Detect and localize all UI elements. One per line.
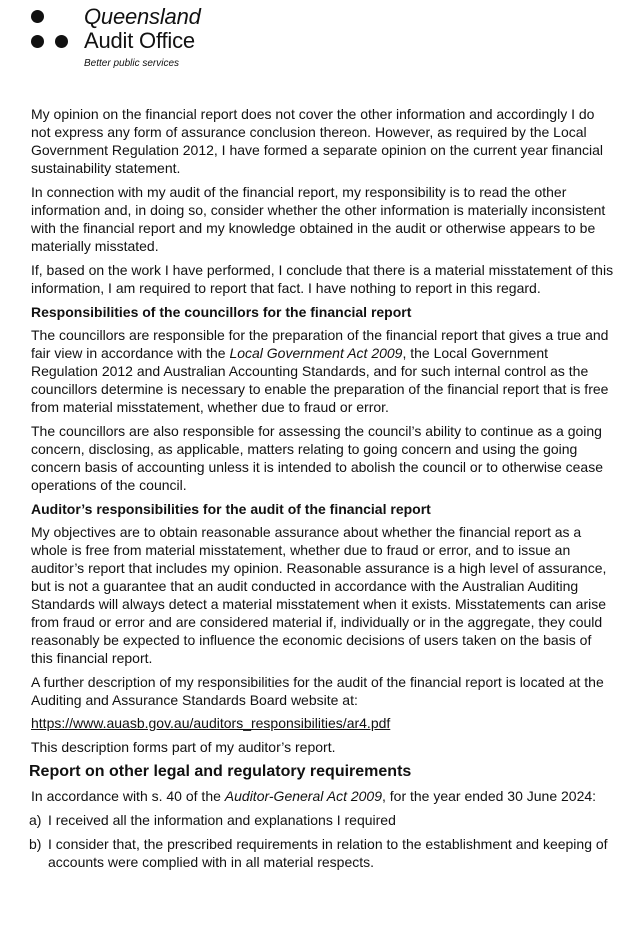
list-marker: a): [29, 812, 42, 828]
paragraph-auditor-report-part: This description forms part of my auditor’s report.: [31, 739, 336, 755]
auasb-link-paragraph: [31, 714, 617, 732]
logo-dot: [31, 10, 44, 23]
act-title: Auditor-General Act 2009: [224, 788, 382, 804]
councillors-heading: Responsibilities of the councillors for the financial report: [31, 304, 412, 320]
logo-dot: [55, 35, 68, 48]
paragraph-councillors-preparation: The councillors are responsible for the preparation of the financial report that gives a true and fair view in accordance with the Local Government Act 2009, the Local Government Regulation 2012 and Australian Accounting Standards, and for such internal control as the councillors determine is necessary to enable the preparation of the financial report that is free from material misstatement, whether due to fraud or error.: [31, 327, 609, 415]
list-item: a) I received all the information and explanations I required: [29, 812, 396, 828]
logo-name-line2: Audit Office: [84, 28, 195, 53]
auasb-link[interactable]: https://www.auasb.gov.au/auditors_responsibilities/ar4.pdf: [31, 715, 391, 731]
legal-heading: Report on other legal and regulatory requirements: [29, 763, 412, 780]
paragraph-auditor-objectives: My objectives are to obtain reasonable assurance about whether the financial report as a whole is free from material misstatement, whether due to fraud or error, and to issue an auditor’s report that includes my opinion. Reasonable assurance is a high level of assurance, but is not a guarantee that an audit conducted in accordance with the Australian Auditing Standards will always detect a material misstatement when it exists. Misstatements can arise from fraud or error and are considered material if, individually or in the aggregate, they could reasonably be expected to influence the economic decisions of users taken on the basis of this financial report.: [31, 524, 607, 666]
act-title: Local Government Act 2009: [229, 345, 403, 361]
paragraph-other-info-responsibility: In connection with my audit of the financial report, my responsibility is to read the other information and, in doing so, consider whether the other information is materially inconsistent with the financial report and my knowledge obtained in the audit or otherwise appears to be materially misstated.: [31, 184, 606, 254]
paragraph-auditor-further-description: A further description of my responsibilities for the audit of the financial report is located at the Auditing and Assurance Standards Board website at:: [31, 674, 604, 708]
paragraph-other-info-opinion: My opinion on the financial report does not cover the other information and accordingly I do not express any form of assurance conclusion thereon. However, as required by the Local Government Regulation 2012, I have formed a separate opinion on the current year financial sustainability statement.: [31, 106, 604, 176]
logo-dot: [31, 35, 44, 48]
logo-name-line1: Queensland: [84, 4, 201, 29]
logo-tagline: Better public services: [84, 58, 180, 69]
paragraph-other-info-conclusion: If, based on the work I have performed, I conclude that there is a material misstatement of this information, I am required to report that fact. I have nothing to report in this regard.: [31, 262, 614, 296]
auditor-heading: Auditor’s responsibilities for the audit of the financial report: [31, 501, 431, 517]
list-item: b) I consider that, the prescribed requirements in relation to the establishment and keeping of accounts were complied with in all material respects.: [29, 836, 608, 870]
qao-logo: [0, 0, 642, 80]
list-marker: b): [29, 836, 42, 852]
report-body: [31, 105, 617, 877]
paragraph-legal-intro: In accordance with s. 40 of the Auditor-General Act 2009, for the year ended 30 June 2024:: [31, 788, 597, 804]
paragraph-councillors-going-concern: The councillors are also responsible for assessing the council’s ability to continue as a going concern, disclosing, as applicable, matters relating to going concern and using the going concern basis of accounting unless it is intended to abolish the council or to otherwise cease operations of the council.: [31, 423, 604, 493]
